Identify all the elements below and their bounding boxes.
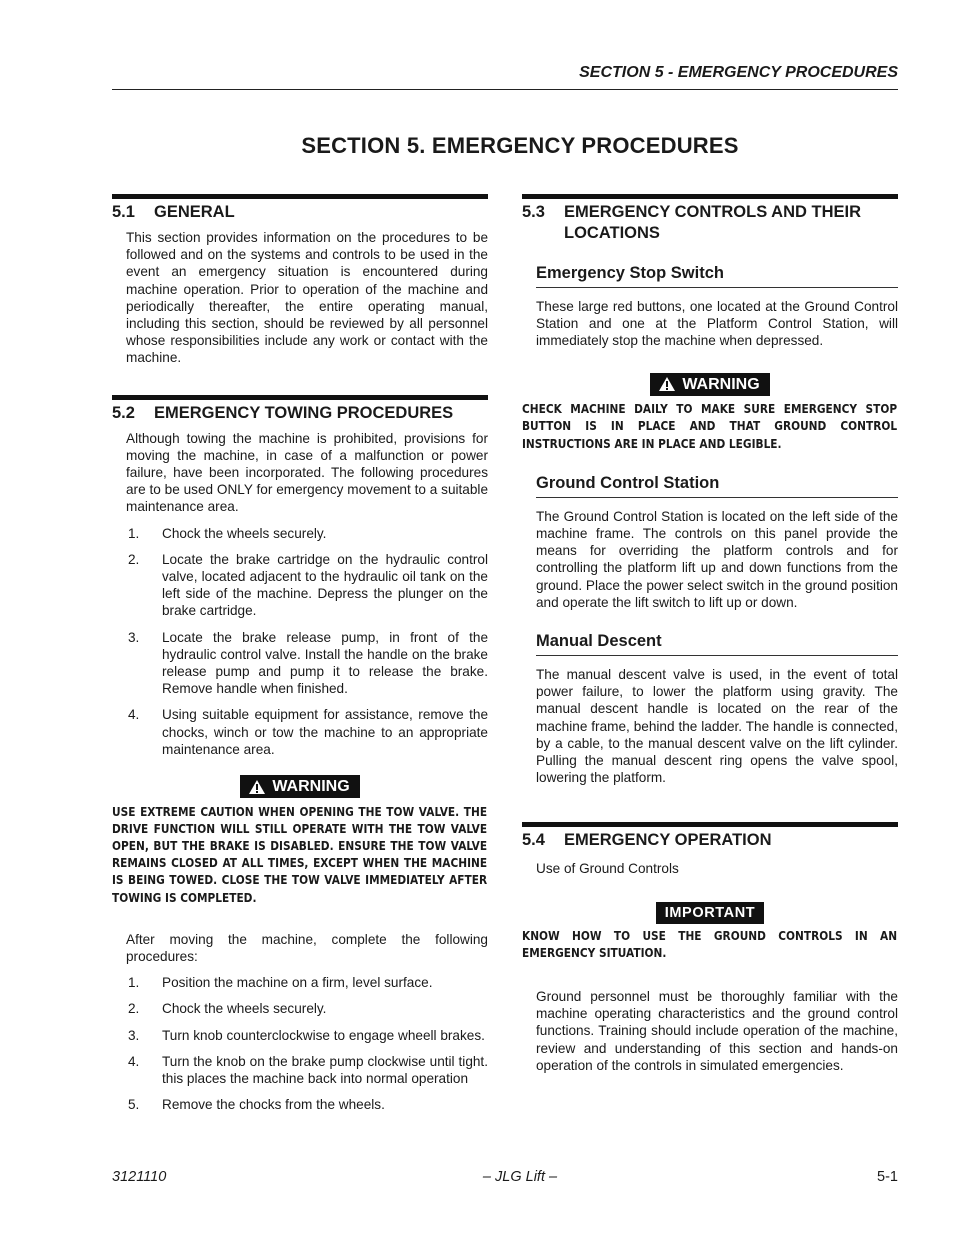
list-item: 1. Position the machine on a firm, level surface. <box>128 975 433 991</box>
warning-triangle-icon <box>248 779 266 795</box>
section-rule <box>112 395 488 400</box>
list-item: 1. Chock the wheels securely. <box>128 525 327 541</box>
right-column <box>522 194 898 1074</box>
section-title: EMERGENCY OPERATION <box>564 831 772 850</box>
list-item: 2. Locate the brake cartridge on the hydraulic control valve, located adjacent to the hydraulic oil tank on the left side of the machine. Depress the plunger on the brake cartridge. <box>128 551 488 619</box>
section-title: EMERGENCY CONTROLS AND THEIR LOCATIONS <box>564 203 862 242</box>
after-steps <box>112 974 488 1113</box>
list-item: 5. Remove the chocks from the wheels. <box>128 1097 385 1113</box>
gcs-paragraph: The Ground Control Station is located on the left side of the machine frame. The controls on this panel provide the means for overriding the platform controls and for controlling the platform lift up and down functions from the ground. Place the power select switch in the ground position and operate the lift switch to lift up or down. <box>536 508 898 610</box>
footer-center: – JLG Lift – <box>482 1169 558 1185</box>
list-item: 3. Turn knob counterclockwise to engage wheell brakes. <box>128 1027 485 1043</box>
section-heading-5-2 <box>112 403 488 424</box>
warning-badge <box>650 373 769 396</box>
footer-doc-number: 3121110 <box>112 1169 167 1185</box>
list-item: 4. Turn the knob on the brake pump clockwise until tight. this places the machine back into normal operation <box>128 1053 488 1087</box>
important-text: KNOW HOW TO USE THE GROUND CONTROLS IN AN EMERGENCY SITUATION. <box>522 928 898 960</box>
warning-label: WARNING <box>272 778 350 796</box>
ground-personnel-paragraph: Ground personnel must be thoroughly familiar with the machine operating characteristics and the ground control functions. Training should include operation of the machine, review and understanding of this section and hands-on operation of the controls in simulated emergencies. <box>536 988 898 1073</box>
section-heading-5-3 <box>522 202 898 244</box>
subheading-ground-control: Ground Control Station <box>536 473 898 498</box>
page-title: SECTION 5. EMERGENCY PROCEDURES <box>301 133 739 158</box>
section-rule <box>522 822 898 827</box>
estop-paragraph: These large red buttons, one located at the Ground Control Station and one at the Platform Control Station, will immediately stop the machine when depressed. <box>536 299 898 349</box>
list-item: 2. Chock the wheels securely. <box>128 1001 327 1017</box>
warning-triangle-icon <box>658 376 676 392</box>
section-heading-5-1 <box>112 202 488 223</box>
warning-text: USE EXTREME CAUTION WHEN OPENING THE TOW VALVE. THE DRIVE FUNCTION WILL STILL OPERATE WITH THE TOW VALVE OPEN, BUT THE BRAKE IS DISABLED. ENSURE THE TOW VALVE REMAINS CLOSED AT ALL TIMES, EXCEPT WHEN THE MACHINE IS BEING TOWED. CLOSE THE TOW VALVE IMMEDIATELY AFTER TOWING IS COMPLETED. <box>112 804 488 905</box>
subheading-emergency-stop: Emergency Stop Switch <box>536 263 898 288</box>
section-number: 5.1 <box>112 203 135 221</box>
warning-badge <box>240 775 359 798</box>
section-number: 5.4 <box>522 831 545 850</box>
subheading-manual-descent: Manual Descent <box>536 631 898 656</box>
section-rule <box>112 194 488 199</box>
section-rule <box>522 194 898 199</box>
warning-badge-wrap <box>522 373 898 398</box>
section-title: GENERAL <box>154 203 235 221</box>
running-head: SECTION 5 - EMERGENCY PROCEDURES <box>579 64 898 81</box>
md-paragraph: The manual descent valve is used, in the event of total power failure, to lower the platform using gravity. The manual descent handle is located on the rear of the machine frame, behind the ladder. The handle is connected, by a cable, to the manual descent valve on the lift cylinder. Pulling the manual descent ring opens the valve spool, lowering the platform. <box>536 666 898 786</box>
section-number: 5.2 <box>112 403 135 422</box>
list-item: 3. Locate the brake release pump, in front of the hydraulic control valve. Install the handle on the brake release pump and pump it to release the brake. Remove handle when finished. <box>128 629 488 697</box>
header-rule <box>112 89 898 90</box>
list-item: 4. Using suitable equipment for assistance, remove the chocks, winch or tow the machine to an appropriate maintenance area. <box>128 707 488 757</box>
section-number: 5.3 <box>522 203 545 221</box>
towing-intro: Although towing the machine is prohibited, provisions for moving the machine, in case of a malfunction or power failure, have been incorporated. The following procedures are to be used ONLY for emergency movement to a suitable maintenance area. <box>126 430 488 515</box>
ground-controls-intro: Use of Ground Controls <box>536 861 679 877</box>
section-title: EMERGENCY TOWING PROCEDURES <box>154 403 454 422</box>
left-column <box>112 194 488 1113</box>
footer-page-number: 5-1 <box>877 1169 898 1185</box>
important-badge: IMPORTANT <box>656 902 765 924</box>
general-paragraph: This section provides information on the procedures to be followed and on the systems and controls to be used in the event an emergency situation is encountered during machine operation. Prior to operation of the machine and periodically thereafter, the entire operating manual, including this section, should be reviewed by all personnel whose responsibilities include any work or contact with the machine. <box>126 230 488 366</box>
section-heading-5-4 <box>522 830 898 851</box>
warning-text: CHECK MACHINE DAILY TO MAKE SURE EMERGENCY STOP BUTTON IS IN PLACE AND THAT GROUND CONTROL INSTRUCTIONS ARE IN PLACE AND LEGIBLE. <box>522 402 898 451</box>
towing-steps <box>112 525 488 758</box>
warning-badge-wrap <box>112 775 488 800</box>
after-moving-paragraph: After moving the machine, complete the following procedures: <box>126 931 488 964</box>
important-badge-wrap <box>522 902 898 924</box>
warning-label: WARNING <box>682 375 760 393</box>
